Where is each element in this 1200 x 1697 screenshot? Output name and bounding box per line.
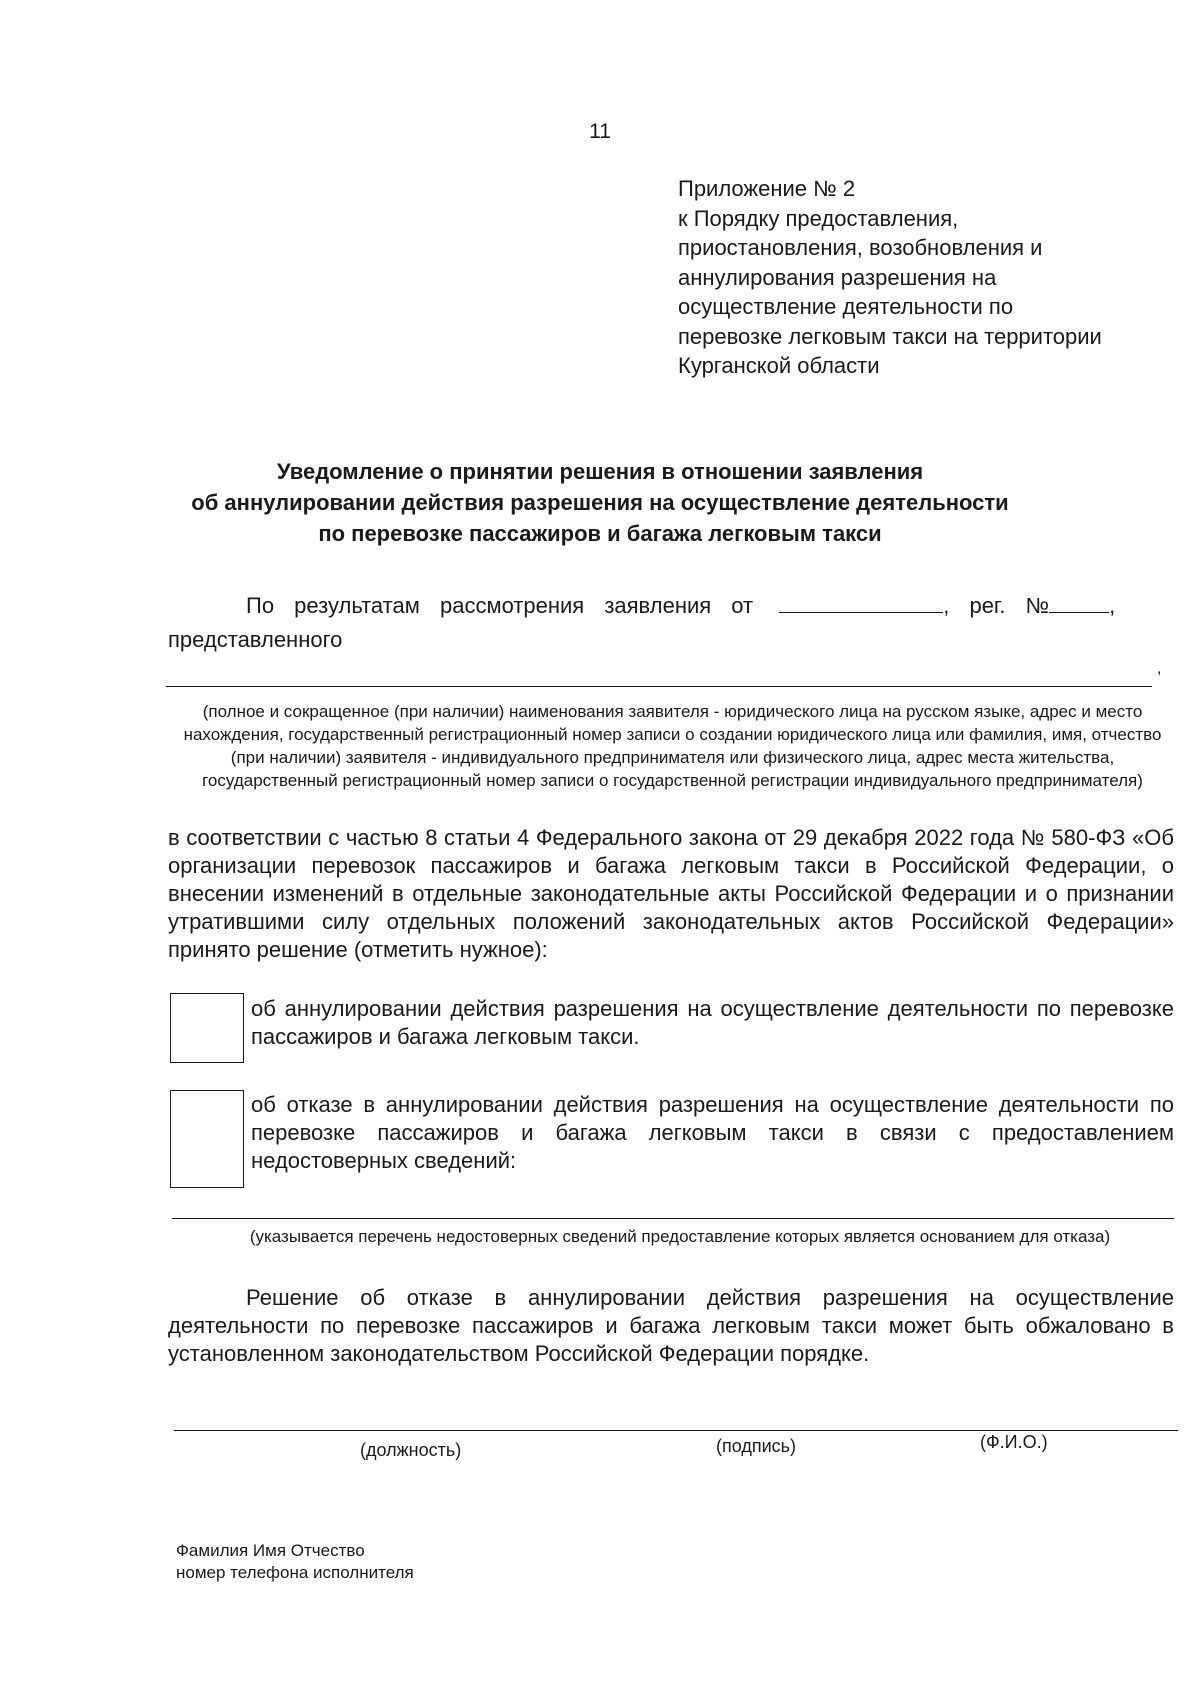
appendix-line: приостановления, возобновления и <box>678 235 1043 260</box>
applicant-line-comma: , <box>1157 660 1162 677</box>
appendix-line: перевозке легковым такси на территории <box>678 323 1102 349</box>
document-title <box>100 456 1100 549</box>
signature-line[interactable] <box>174 1430 1178 1431</box>
option-annul-text: об аннулировании действия разрешения на осуществление деятельности по перевозке пассажиров и багажа легковым такси. <box>251 996 1174 1049</box>
date-blank[interactable] <box>779 594 943 613</box>
intro-text-3: , <box>1109 593 1116 618</box>
appendix-header <box>678 174 1102 381</box>
appendix-line: Курганской области <box>678 353 880 378</box>
title-line: по перевозке пассажиров и багажа легковым такси <box>318 521 882 546</box>
option-refuse-text: об отказе в аннулировании действия разрешения на осуществление деятельности по перевозке пассажиров и багажа легковым такси в связи с предоставлением недостоверных сведений: <box>251 1092 1174 1173</box>
title-line: Уведомление о принятии решения в отношении заявления <box>276 459 924 484</box>
appendix-line: аннулирования разрешения на <box>678 264 997 290</box>
page-number: 11 <box>589 120 611 143</box>
name-label: (Ф.И.О.) <box>980 1432 1048 1452</box>
executor-info <box>176 1540 414 1584</box>
option-annul-checkbox[interactable] <box>170 993 244 1063</box>
option-refuse-checkbox[interactable] <box>170 1090 244 1188</box>
appeal-paragraph: Решение об отказе в аннулировании действия разрешения на осуществление деятельности по перевозке пассажиров и багажа легковым такси может быть обжаловано в установленном законодательством Российской Федерации порядке. <box>168 1285 1174 1366</box>
appendix-line: Приложение № 2 <box>678 176 856 201</box>
intro-text-2: , рег. № <box>943 593 1050 618</box>
signature-label: (подпись) <box>716 1436 797 1456</box>
appendix-line: осуществление деятельности по <box>678 294 1014 319</box>
appendix-line: к Порядку предоставления, <box>678 205 959 231</box>
intro-text-1: По результатам рассмотрения заявления от <box>246 593 754 618</box>
executor-phone: номер телефона исполнителя <box>176 1563 414 1582</box>
intro-line <box>168 593 1168 619</box>
refusal-note: (указывается перечень недостоверных сведений предоставление которых является основанием для отказа) <box>249 1227 1111 1246</box>
basis-paragraph: в соответствии с частью 8 статьи 4 Федерального закона от 29 декабря 2022 года № 580-ФЗ «Об организации перевозок пассажиров и багажа легковым такси в Российской Федерации, о внесении изменений в отдельные законодательные акты Российской Федерации и о признании утратившими силу отдельных положений законодательных актов Российской Федерации» принято решение (отметить нужное): <box>168 825 1174 962</box>
applicant-note: (полное и сокращенное (при наличии) наименования заявителя - юридического лица на русском языке, адрес и место нахождения, государственный регистрационный номер записи о создании юридического лица или фамилия, имя, отчество (при наличии) заявителя - индивидуального предпринимателя или физического лица, адрес места жительства, государственный регистрационный номер записи о государственной регистрации индивидуального предпринимателя) <box>183 702 1162 790</box>
reg-number-blank[interactable] <box>1049 594 1109 613</box>
executor-name: Фамилия Имя Отчество <box>176 1541 365 1560</box>
position-label: (должность) <box>360 1440 462 1460</box>
applicant-field-line[interactable] <box>166 686 1152 687</box>
title-line: об аннулировании действия разрешения на осуществление деятельности <box>191 490 1009 515</box>
refusal-reasons-line[interactable] <box>172 1218 1174 1219</box>
intro-text-4: представленного <box>168 627 343 652</box>
